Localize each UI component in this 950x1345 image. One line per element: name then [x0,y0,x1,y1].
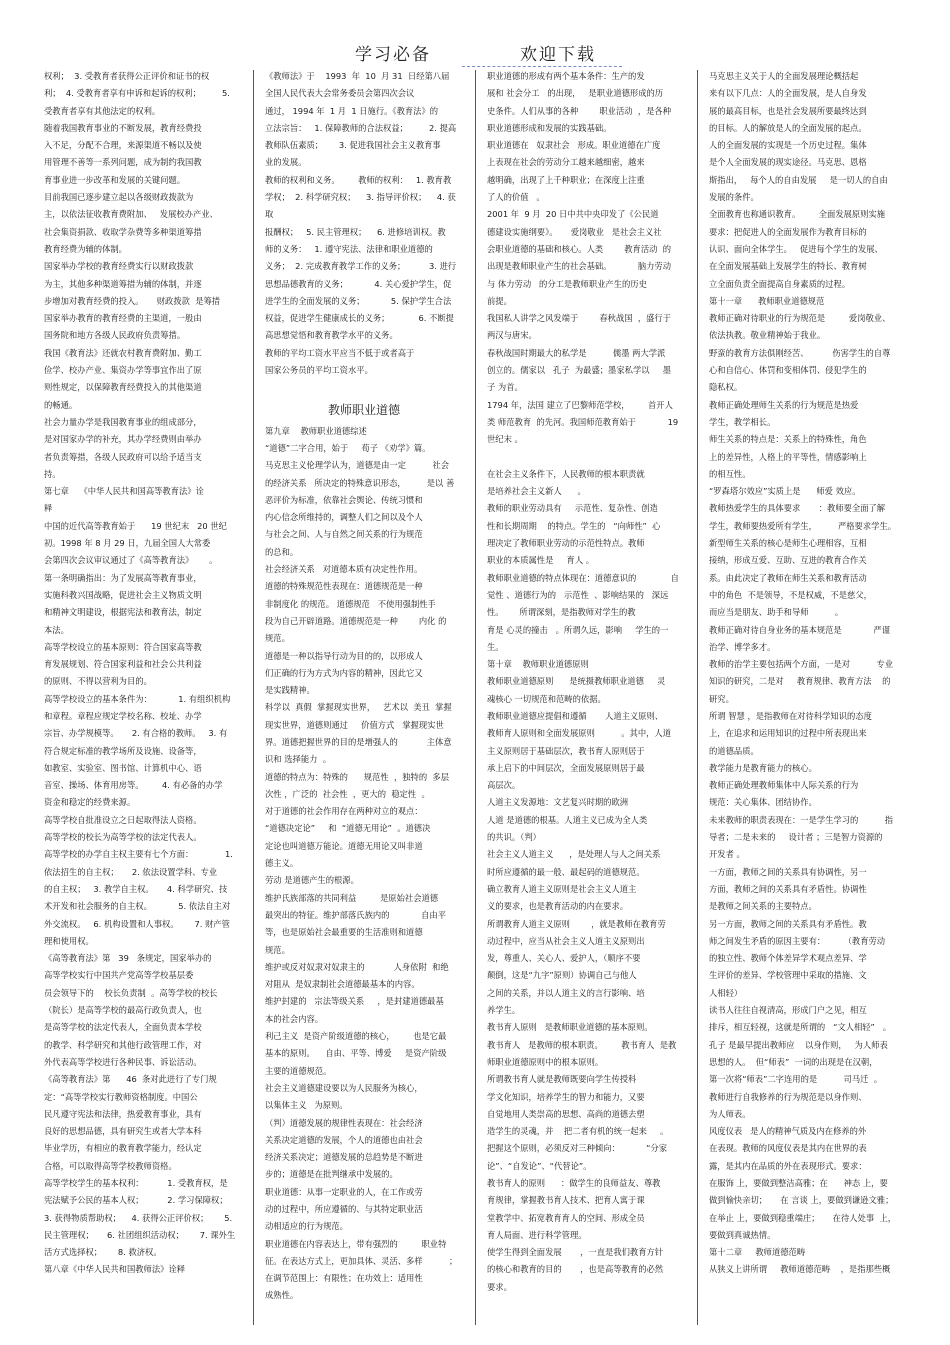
text-line: 思想的人。 但“师表” 一词的出现是在汉朝， [709,1056,878,1067]
text-line: 类 师范教育 的先河。我国师范教育始于 19 [487,416,679,427]
text-line: 释 [44,503,53,514]
text-line: 社会力量办学是我国教育事业的组成部分， [44,416,202,427]
text-line: 现实世界，道德则通过 价值方式 掌握现实世 [265,719,444,730]
text-line: 教书育人 是教师的根本职责。 教书育人 是教 [487,1039,677,1050]
text-line: （判）道德发展的规律性表现在：社会经济 [265,1117,423,1128]
text-line: 中的角色 不是领导，不是权威，不是慈父， [709,589,872,600]
text-line: 段为自己开辟道路。道德规范是一种 内化 的 [265,615,447,626]
text-line: 入不足，分配不合理，来源渠道不畅以及使 [44,140,202,151]
text-line: 排斥，相互轻视，这就是所谓的 “文人相轻” 。 [709,1022,892,1033]
text-line: 高层次。 [487,780,521,791]
text-line: 社会集资捐款、收取学杂费等多种渠道筹措 [44,226,202,237]
text-line: 使学生得到全面发展 ，一直是我们教育方针 [487,1247,664,1258]
text-line: 承上启下的中间层次，全面发展原则居于最 [487,762,645,773]
text-line: 识和 选择能力 。 [265,754,331,765]
text-line: 人道主义发源地：文艺复兴时期的欧洲 [487,797,629,808]
text-line: 社会主义人道主义 ，是处理人与人之间关系 [487,849,661,860]
text-line: 在社会主义条件下，人民教师的根本职责就 [487,468,645,479]
text-line: 国务院和地方各级人民政府负责筹措。 [44,330,186,341]
text-line: 理决定了教师职业劳动的示范性特点。教师 [487,538,645,549]
text-line: 定：“高等学校实行教师资格制度。中国公 [44,1091,198,1102]
text-line: 高等学校设立的基本原则：符合国家高等教 [44,641,202,652]
text-line: 维护或反对奴隶对奴隶主的 人身依附 和绝 [265,961,449,972]
text-line: 所谓 智慧 ，是指教师在对待科学知识的态度 [709,710,872,721]
text-line: 和精神文明建设，根据宪法和教育法，制定 [44,607,202,618]
header-right-text: 欢迎下载 [520,45,596,65]
text-line: 如教室、实验室、图书馆、计算机中心、语 [44,762,202,773]
text-line: 道德的特殊规范性表现在：道德规范是一种 [265,581,423,592]
text-column-4 [709,68,909,1330]
text-line: 方面，教师之间的关系具有矛盾性。协调性 [709,883,867,894]
text-line: 堂教学中、拓宽教育育人的空间、形成全员 [487,1212,645,1223]
text-line: 从狭义上讲所谓 教师道德范畴 ，是指那些概 [709,1264,891,1275]
text-line: 的核心和教育的目的 ，也是高等教育的必然 [487,1264,664,1275]
text-line: 权益，促进学生健康成长的义务； 6. 不断提 [265,313,454,324]
text-line: 思想品德教育的义务； 4. 关心爱护学生，促 [265,278,452,289]
text-line: 育人局面、进行科学管理。 [487,1229,587,1240]
text-line: 的经济关系 所决定的特殊意识形态， 是以 善 [265,477,455,488]
text-line: 目前我国已逐步建立起以各级财政拨款为 [44,192,194,203]
text-line: 风度仪表 是人的精神气质及内在修养的外 [709,1126,867,1137]
text-line: 的原则、不得以营利为目的。 [44,676,152,687]
text-line: “罗森塔尔效应”实质上是 师爱 效应。 [709,486,861,497]
text-line: 主，以依法征收教育费附加、 发展校办产业、 [44,209,218,220]
text-line: 科学以 真假 掌握现实世界， 艺术以 美丑 掌握 [265,702,452,713]
text-line: 员会领导下的 校长负责制 。高等学校的校长 [44,987,218,998]
text-line: 本法。 [44,624,69,635]
text-line: 的道德品质。 [709,745,759,756]
text-line: 规范。 [265,944,290,955]
text-line: 在表现。教师的风度仪表是其内在世界的表 [709,1143,867,1154]
text-line: 子 为首。 [487,382,523,393]
text-line: 发展的条件。 [709,192,759,203]
text-line: 全国人民代表大会常务委员会第四次会议 [265,88,415,99]
text-line: 第十章 教师职业道德原则 [487,659,589,670]
column-divider [253,70,254,1325]
text-line: 与社会之间、人与自然之间关系的行为规范 [265,529,423,540]
text-line: 职业道德在 奴隶社会 形成。职业道德在广度 [487,140,661,151]
text-line: 的相互性。 [709,468,751,479]
text-line: 是高等学校的法定代表人，全面负责本学校 [44,1022,202,1033]
text-line: 我国私人讲学之风发端于 春秋战国 ，盛行于 [487,313,672,324]
text-line: 《高等教育法》第 46 条对此进行了专门规 [44,1074,217,1085]
text-line: 义的要求，也是教育活动的内在要求。 [487,901,629,912]
text-line: 的共识。（判） [487,832,541,843]
text-line: 我国《教育法》还就农村教育费附加、勤工 [44,347,202,358]
text-line: 资金和稳定的经费来源。 [44,797,136,808]
text-line: 等，也是原始社会最重要的生活准则和道德 [265,927,423,938]
text-line: 国家公务员的平均工资水平。 [265,365,373,376]
text-line: 认识、面向全体学生。 促进每个学生的发展、 [709,243,883,254]
text-line: 把握这个原则，必须反对三种倾向： “分家 [487,1143,668,1154]
text-line: 受教育者享有其他法定的权利。 [44,105,161,116]
text-line: 所谓教书育人就是教师既要向学生传授科 [487,1074,637,1085]
text-line: 内心信念所维持的，调整人们之间以及个人 [265,512,423,523]
text-line: 教师职业道德原则 是统摄教师职业道德 灵 [487,676,666,687]
text-line: 本的社会内容。 [265,1013,324,1024]
text-line: 征。在表达方式上，更加具体、灵活、多样 ； [265,1255,458,1266]
text-line: 界。道德把握世界的目的是增强人的 主体意 [265,736,452,747]
text-line: 第九章 教师职业道德综述 [265,425,367,436]
text-line: 毕业学历，有相应的教育教学能力，经认定 [44,1143,202,1154]
text-line: 造学生的灵魂，并 把二者有机的统一起来 。 [487,1126,669,1137]
text-line: 上，在追求和运用知识的过程中所表现出来 [709,728,867,739]
text-line: 觉性 、道德行为的 示范性 、影响结果的 深远 [487,589,669,600]
text-line: 高等学校自批准设立之日起取得法人资格。 [44,814,202,825]
text-line: 知识的研究，二是对 教育规律、教育方法 的 [709,676,891,687]
text-line: 民主管理权； 6. 社团组织活动权； 7. 课外生 [44,1229,236,1240]
text-line: 的目标。人的解放是人的全面发展的起点。 [709,122,867,133]
text-line: 马克思主义伦理学认为，道德是由一定 社会 [265,460,450,471]
text-line: 会职业道德的基础和核心。人类 教育活动 的 [487,243,672,254]
text-line: 动过程中，应当从社会主义人道主义原则出 [487,935,645,946]
text-line: 高等学校的校长为高等学校的法定代表人。 [44,832,202,843]
text-line: 为人师表。 [709,1108,751,1119]
text-line: 成熟性。 [265,1290,299,1301]
text-line: 《高等教育法》第 39 条规定，国家举办的 [44,953,212,964]
text-line: 步的；道德是在批判继承中发展的。 [265,1169,398,1180]
text-line: 越明确，出现了上千种职业；在深度上注重 [487,174,645,185]
text-line: 经济关系决定；道德发展的总趋势是不断进 [265,1152,423,1163]
text-line: 开发者 。 [709,849,745,860]
text-line: 在举止 上，要做到稳重端庄； 在待人处事 上， [709,1212,897,1223]
text-line: 活方式选择权； 8. 救济权。 [44,1247,162,1258]
text-line: 教师正确处理师生关系的行为规范是热爱 [709,399,859,410]
text-line: 了人的价值 。 [487,192,545,203]
text-line: 要做到真诚热情。 [709,1229,776,1240]
text-line: 在全面发展基础上发展学生的特长、教育树 [709,261,867,272]
text-line: 人道 是道德的根基。人道主义已成为全人类 [487,814,648,825]
header-left-text: 学习必备 [355,45,431,65]
text-line: 另一方面，教师之间的关系具有矛盾性。教 [709,918,867,929]
text-line: 和章程。章程应规定学校名称、校址、办学 [44,710,202,721]
text-line: 德建设实施纲要》。 爱岗敬业 是社会主义社 [487,226,662,237]
text-line: 1794 年，法国 建立了巴黎师范学校， 首开人 [487,399,673,410]
text-line: 是教师之间关系的主要特点。 [709,901,817,912]
text-line: 养学生。 [487,1005,521,1016]
text-line: 者负责筹措，各级人民政府可以给予适当支 [44,451,202,462]
text-line: 系。由此决定了教师在师生关系和教育活动 [709,572,867,583]
text-line: 是对国家办学的补充，其办学经费则由举办 [44,434,202,445]
text-line: 师生关系的特点是：关系上的特殊性，角色 [709,434,867,445]
text-line: 上表现在社会的劳动分工越来越细密，越来 [487,157,645,168]
text-line: 用管理不善等一系列问题，成为制约我国教 [44,157,202,168]
text-line: 规范。 [265,633,290,644]
text-line: 次性 ，广泛的 社会性 ，更大的 稳定性 。 [265,788,430,799]
text-line: （院长）是高等学校的最高行政负责人，也 [44,1005,202,1016]
text-line: 立全面负责全面提高自身素质的过程。 [709,278,851,289]
text-line: 教师的平均工资水平应当不低于或者高于 [265,347,415,358]
text-line: 中国的近代高等教育始于 19 世纪末 20 世纪 [44,520,227,531]
text-line: 社会经济关系 对道德本质有决定性作用。 [265,564,423,575]
text-line: 职业道德：从事一定职业的人，在工作或劳 [265,1186,423,1197]
text-line: 论”、“自发论”、“代替论”。 [487,1160,592,1171]
text-line: 隐私权。 [709,382,743,393]
text-line: 职业道德在内容表达上，带有强烈的 职业特 [265,1238,447,1249]
text-line: 生。 [487,641,504,652]
text-line: 规范：关心集体、团结协作。 [709,797,817,808]
text-line: 人相轻） [709,987,743,998]
text-line: 职业道德形成和发展的实践基础。 [487,122,612,133]
column-divider [697,70,698,1325]
text-line: 职业的本质属性是 育人 。 [487,555,595,566]
text-line: 心和自信心、体罚和变相体罚、侵犯学生的 [709,365,867,376]
text-column-2 [265,68,463,1330]
text-line: 史条件。人们从事的各种 职业活动 ，是各种 [487,105,672,116]
column-divider [475,70,476,1325]
text-line: 教师队伍素质； 3. 促进我国社会主义教育事 [265,140,441,151]
text-line: 国家举办教育的教育经费的主渠道，一般由 [44,313,202,324]
text-line: 孔子 是最早提出教师应 以身作则， 为人师表 [709,1039,888,1050]
text-line: 是个人全面发展的现实途径。马克思、恩格 [709,157,867,168]
text-line [487,449,687,466]
text-line: 教师的职业劳动具有 示范性、复杂性、创造 [487,503,658,514]
text-line: 职业道德的形成有两个基本条件：生产的发 [487,71,645,81]
text-line: 第一条明确指出：为了发展高等教育事业， [44,572,202,583]
text-line: 关系决定道德的发展，个人的道德也由社会 [265,1134,423,1145]
text-line: 第十二章 教师道德范畴 [709,1247,806,1258]
text-line: 高等学校学生的基本权利： 1. 受教育权，是 [44,1178,228,1188]
text-line: 最突出的特征。维护部落氏族内的 自由平 [265,909,446,920]
text-line: 接纳，形成互爱、互助、互进的教育合作关 [709,555,867,566]
text-line: 育规律，掌握教书育人技术、把育人寓于课 [487,1195,645,1206]
text-line: 社会主义道德建设要以为人民服务为核心， [265,1082,423,1093]
text-line: 野蛮的教育方法俱刚经苦、 伤害学生的自尊 [709,347,891,358]
text-line: 合格，可以取得高等学校教师资格。 [44,1160,177,1171]
text-line: 步增加对教育经费的投入。 财政拨款 是筹措 [44,295,221,306]
text-line: 马克思主义关于人的全面发展理论概括起 [709,71,859,81]
text-line: 要求。 [487,1281,512,1292]
text-line: 主要的道德规范。 [265,1065,332,1076]
text-line: 师之间发生矛盾的原因主要有： （教育劳动 [709,935,886,946]
text-line: 音室、操场、体育用房等。 4. 有必备的办学 [44,780,223,791]
text-line: 性。 所谓深刻，是指教师对学生的教 [487,607,636,618]
text-line: 动相适应的行为规范。 [265,1221,348,1232]
text-line: 教师育人原则和全面发展原则 。其中，人道 [487,728,672,739]
text-line: 持。 [44,468,61,479]
text-line: 民凡遵守宪法和法律，热爱教育事业，具有 [44,1108,202,1119]
text-line: 道德的特点为：特殊的 规范性 ，独特的 多层 [265,771,450,782]
text-line: 新型师生关系的核心是师生心理相容，互相 [709,538,867,549]
text-line: 教师进行自我修养的行为规范是以身作则、 [709,1091,867,1102]
text-line: 在服饰 上，要做到整洁高雅；在 神态 上，要 [709,1178,888,1188]
text-line: 《教师法》于 1993 年 10 月 31 日经第八届 [265,71,450,81]
section-title: 教师职业道德 [327,402,400,417]
text-line: 以集体主义 为原则。 [265,1100,348,1111]
text-line: 第七章 《中华人民共和国高等教育法》诠 [44,486,204,497]
text-line: 外交流权。 6. 机构设置和人事权。 7. 财产管 [44,918,230,929]
text-line: 教师的治学主要包括两个方面，一是对 专业 [709,659,894,670]
text-line: 报酬权； 5. 民主管理权； 6. 进修培训权。教 [265,226,446,237]
text-line: “道德”二字合用，始于 荀子 《劝学》篇。 [265,442,431,453]
text-line: 外代表高等学校进行各种民事、诉讼活动。 [44,1056,202,1067]
text-line: 发，尊重人、关心人、爱护人，（顺序不要 [487,953,641,964]
text-line: 教师正确对待自身业务的基本规范是 严谨 [709,624,890,635]
text-line: 宗旨、办学规模等。 2. 有合格的教师。 3. 有 [44,728,228,739]
text-line: 学生，教学相长。 [709,416,776,427]
text-line [265,379,463,396]
text-line: 初。1998 年 8 月 29 日，九届全国人大常委 [44,538,211,549]
text-line: 一方面，教师之间的关系具有协调性，另一 [709,866,867,877]
text-line: 教书育人的原则 ：做学生的良师益友、尊教 [487,1178,661,1188]
text-line: 维护氏族部落的共同利益 是原始社会道德 [265,892,439,903]
text-line: 的独立性、教师个体差异学术观点差异、学 [709,953,867,964]
text-line: 教师职业道德应提倡和遵循 人道主义原则、 [487,710,664,721]
text-line: 主义原则居于基础层次，教书育人原则居于 [487,745,645,756]
text-line: 教师正确处理教师集体中人际关系的行为 [709,780,859,791]
text-line: 露，是其内在品质的外在表现形式。要求： [709,1160,867,1171]
text-line: 教师职业道德的特点体现在：道德意识的 自 [487,572,679,583]
text-line: 恶评价为标准，依靠社会舆论、传统习惯和 [265,494,423,505]
text-line: 前提。 [487,295,512,306]
text-line: 学文化知识，培养学生的智力和能力，又要 [487,1091,645,1102]
text-line: 来有以下几点：人的全面发展，是人自身发 [709,88,867,99]
text-column-3 [487,68,687,1330]
text-line: 符合规定标准的教学场所及设施、设备等， [44,745,202,756]
text-line: 自觉地用人类崇高的思想、高尚的道德去塑 [487,1108,645,1119]
text-line: 术开发和社会服务的自主权。 5. 依法自主对 [44,901,231,912]
text-line: 对于道德的社会作用存在两种对立的观点： [265,806,423,817]
text-line: 宪法赋予公民的基本人权； 2. 学习保障权； [44,1195,228,1206]
text-line: 基本的原则。 自由、平等、博爱 是资产阶级 [265,1048,447,1059]
text-line: 展的最高目标，也是社会发展所要最终达到 [709,105,867,116]
text-line: 是培养社会主义新人 。 [487,486,586,497]
text-line: 高思想觉悟和教育教学水平的义务。 [265,330,398,341]
text-line: 斯指出， 每个人的自由发展 是一切人的自由 [709,174,888,185]
text-line: 利己主义 是资产阶级道德的核心， 也是它最 [265,1031,447,1042]
text-line: 展和 社会分工 的出现， 是职业道德形成的历 [487,88,664,99]
text-line: 时所应遵循的最一般、最起码的道德规范。 [487,866,645,877]
text-line: 定论也叫道德万能论。道德无用论又叫非道 [265,840,423,851]
text-line: 师的义务： 1. 遵守宪法、法律和职业道德的 [265,243,433,254]
text-line: 的总和。 [265,546,299,557]
text-line: 人的全面发展的实现是一个历史过程。集体 [709,140,867,151]
text-line: 劳动 是道德产生的根源。 [265,875,359,886]
text-line: 学生，教师要热爱所有学生， 严格要求学生。 [709,520,897,531]
text-line: 的教学、科学研究和其他行政管理工作，对 [44,1039,202,1050]
text-line: 育发展规划、符合国家利益和社会公共利益 [44,659,202,670]
text-line: 教书育人原则 是教师职业道德的基本原则。 [487,1022,653,1033]
text-line: 随着我国教育事业的不断发展，教育经费投 [44,122,202,133]
text-line: 维护封建的 宗法等级关系 ，是封建道德最基 [265,996,444,1007]
text-line: 立法宗旨： 1. 保障教师的合法权益； 2. 提高 [265,122,457,133]
text-line: 第十一章 教师职业道德规范 [709,295,825,306]
text-line: 出现是教师职业产生的社会基础。 脑力劳动 [487,261,672,272]
text-line: 高等学校实行中国共产党高等学校基层委 [44,970,194,981]
text-line: 的自主权； 3. 教学自主权。 4. 科学研究、技 [44,883,228,894]
text-line: 育是 心灵的撞击 。所谓久远，影响 学生的一 [487,624,669,635]
text-line: 要求：把促进人的全面发展作为教育目标的 [709,226,867,237]
text-line: 性和长期周期 的特点。学生的 “向师性” 心 [487,520,661,531]
text-line: 非制度化 的规范。 道德规范 不使用强制性手 [265,598,436,609]
text-line: 上的差异性，人格上的平等性，情感影响上 [709,451,867,462]
text-line: 确立教育人道主义原则是社会主义人道主 [487,883,637,894]
text-line: 的畅通。 [44,399,78,410]
text-line: 研究。 [709,693,734,704]
text-line: 教师正确对待职业的行为规范是 爱岗敬业、 [709,313,891,324]
text-line: 两汉与唐宋。 [487,330,537,341]
text-line: “道德决定论” 和 “道德无用论” 。道德决 [265,823,431,834]
text-line: 做到愉快亲切； 在 言谈 上，要做到谦逊文雅； [709,1195,894,1206]
text-line: 业的发展。 [265,157,307,168]
page-header [0,40,950,68]
text-line: 导者；二是未来的 设计者 ；三是智力资源的 [709,832,883,843]
text-line: 依法招生的自主权； 2. 依法设置学科、专业 [44,866,218,877]
text-line: 高等学校的办学自主权主要有七个方面： 1. [44,849,233,860]
text-line: 权利； 3. 受教育者获得公正评价和证书的权 [44,71,210,81]
text-line: 高等学校设立的基本条件为： 1. 有组织机构 [44,693,231,704]
text-line: 师职业道德原则中的根本原则。 [487,1056,604,1067]
text-line: 通过， 1994 年 1 月 1 日施行。《教育法》的 [265,105,439,116]
text-line: 生评价的差异、学校管理中采取的措施、文 [709,970,867,981]
text-line: 良好的思想品德，具有研究生或者大学本科 [44,1126,202,1137]
text-line: 国家举办学校的教育经费实行以财政拨款 [44,261,194,272]
text-line: 而应当是朋友、助手和导师 。 [709,607,844,618]
text-line: 实施科教兴国战略，促进社会主义物质文明 [44,589,202,600]
text-line: 教师热爱学生的具体要求 ：教师要全面了解 [709,503,886,514]
text-line: 依法执教。敬业精神始于我业。 [709,330,826,341]
text-line: 3. 获得物质帮助权； 4. 获得公正评价权； 5. [44,1212,233,1223]
text-line: 第一次将“师表”二字连用的是 司马迁 。 [709,1074,882,1085]
text-line: 义务； 2. 完成教育教学工作的义务； 3. 进行 [265,261,457,272]
text-line: 会第四次会议审议通过了《高等教育法》 。 [44,555,218,566]
text-line: 道德是一种以指导行动为目的的，以形成人 [265,650,423,661]
text-line: 之间的关系，并以人道主义的言行影响、培 [487,987,645,998]
text-line: 们正确的行为方式为内容的精神，因此它又 [265,667,423,678]
text-line: 为主，其他多种渠道筹措为辅的体制，并逐 [44,278,202,289]
text-line: 春秋战国时期最大的私学是 儒墨 两大学派 [487,347,666,358]
text-column-1 [44,68,242,1330]
text-line: 动的过程中，所应遵循的、与其特定职业活 [265,1204,423,1214]
text-line: 2001 年 9 月 20 日中共中央印发了《公民道 [487,209,659,220]
text-line: 俭学、校办产业、集资办学等事宜作出了原 [44,365,202,376]
text-line: 育事业进一步改革和发展的关键问题。 [44,174,186,185]
text-line: 德主义。 [265,858,299,869]
text-line: 教学能力是教育能力的核心。 [709,762,817,773]
text-line: 第八章《中华人民共和国教师法》诠释 [44,1264,186,1275]
text-line: 未来教师的职责表现在：一是学生学习的 指 [709,814,894,825]
text-line: 读书人往往自视清高，形成门户之见，相互 [709,1005,867,1016]
text-line: 与 体力劳动 的分工是教师职业产生的历史 [487,278,647,289]
text-line: 则性规定，以保障教育经费投入的其他渠道 [44,382,202,393]
text-line: 颠倒，这是“九字”原则）协调自己与他人 [487,970,637,981]
text-line: 治学、博学多才。 [709,641,776,652]
text-line: 理和使用权。 [44,935,94,946]
text-line: 创立的。儒家以 孔子 为最盛；墨家私学以 墨 [487,365,672,376]
text-line: 教师的权利和义务。 教师的权利： 1. 教育教 [265,174,452,185]
text-line: 在调节范围上：有限性；在功效上：适用性 [265,1273,423,1284]
header-dashed-line [462,66,622,67]
text-line: 全面教育也称通识教育。 全面发展原则实施 [709,209,886,220]
text-line: 学权； 2. 科学研究权； 3. 指导评价权； 4. 获取 [265,192,456,220]
text-line: 对阻从 是奴隶制社会道德最基本的内容。 [265,979,420,990]
text-line: 魂核心 一切规范和范畴的依据。 [487,693,606,704]
text-line: 世纪末 。 [487,434,523,445]
text-line: 是实践精神。 [265,685,315,696]
text-line: 利； 4. 受教育者享有申诉和起诉的权利； 5. [44,88,230,99]
text-line: 教育经费为辅的体制。 [44,243,127,254]
text-line: 进学生的全面发展的义务； 5. 保护学生合法 [265,295,452,306]
text-line: 所谓教育人道主义原则 ，就是教师在教育劳 [487,918,666,929]
